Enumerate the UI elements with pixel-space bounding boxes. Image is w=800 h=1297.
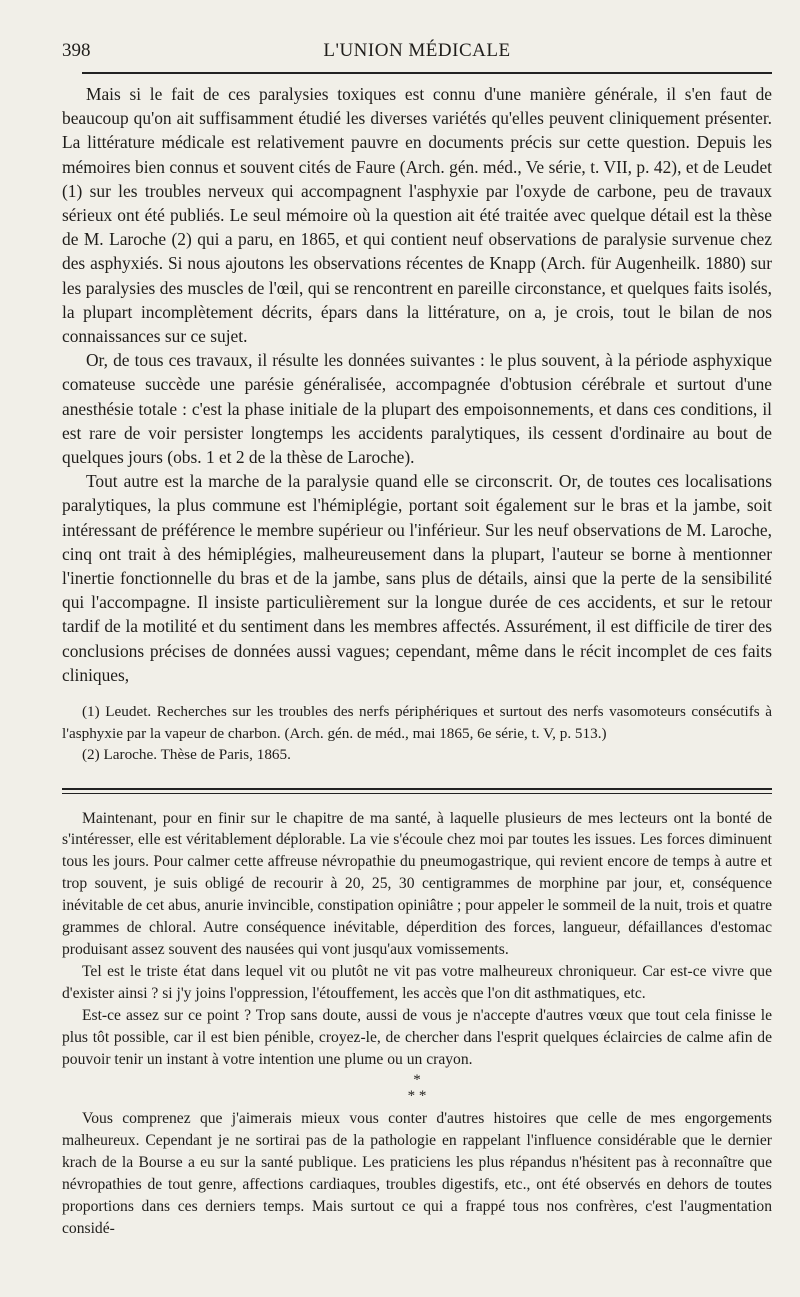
page-header: [62, 40, 772, 68]
page-number: 398: [62, 40, 91, 61]
feuilleton-paragraph: Tel est le triste état dans lequel vit ou plutôt ne vit pas votre malheureux chroniqueur. Car est-ce vivre que d'exister ainsi ? si j'y joins l'oppression, l'étouffement, les accès que l'on dit asthmatiques, etc.: [62, 962, 772, 1002]
section-divider: [62, 788, 772, 794]
main-article: [62, 82, 772, 687]
running-title: L'UNION MÉDICALE: [323, 40, 511, 61]
feuilleton-column: [62, 808, 772, 1240]
article-paragraph: Mais si le fait de ces paralysies toxiques est connu d'une manière générale, il s'en faut de beaucoup qu'on ait suffisamment étudié les diverses variétés qu'elles peuvent cliniquement présenter. La littérature médicale est relativement pauvre en documents précis sur cette question. Depuis les mémoires bien connus et souvent cités de Faure (Arch. gén. méd., Ve série, t. VII, p. 42), et de Leudet (1) sur les troubles nerveux qui accompagnent l'asphyxie par l'oxyde de carbone, peu de travaux sérieux ont été publiés. Le seul mémoire où la question ait été traitée avec quelque détail est la thèse de M. Laroche (2) qui a paru, en 1865, et qui contient neuf observations de paralysie survenue chez des asphyxiés. Si nous ajoutons les observations récentes de Knapp (Arch. für Augenheilk. 1880) sur les paralysies des muscles de l'œil, qui se rencontrent en pareille circonstance, et quelques faits isolés, la plupart incomplètement décrits, épars dans la littérature, on a, je crois, tout le bilan de nos connaissances sur ce sujet.: [62, 84, 772, 347]
footnote: (2) Laroche. Thèse de Paris, 1865.: [82, 746, 291, 764]
footnotes: [62, 701, 772, 766]
asterism-separator: [62, 1072, 772, 1104]
article-paragraph: Or, de tous ces travaux, il résulte les données suivantes : le plus souvent, à la période asphyxique comateuse succède une parésie généralisée, accompagnée d'obtusion cérébrale et surtout d'une anesthésie totale : c'est la phase initiale de la plupart des empoisonnements, et dans ces conditions, il est rare de voir persister longtemps les accidents paralytiques, ils cessent d'ordinaire au bout de quelques jours (obs. 1 et 2 de la thèse de Laroche).: [62, 350, 772, 468]
header-rule: [82, 72, 772, 74]
feuilleton-paragraph: Est-ce assez sur ce point ? Trop sans doute, aussi de vous je n'accepte d'autres vœux que tout cela finisse le plus tôt possible, car il est bien pénible, croyez-le, de chercher dans l'esprit quelques éclaircies de calme afin de pouvoir tenir un instant à votre intention une plume ou un crayon.: [62, 1006, 772, 1068]
footnote: (1) Leudet. Recherches sur les troubles des nerfs périphériques et surtout des nerfs vasomoteurs consécutifs à l'asphyxie par la vapeur de charbon. (Arch. gén. de méd., mai 1865, 6e série, t. V, p. 513.): [62, 703, 772, 742]
article-paragraph: Tout autre est la marche de la paralysie quand elle se circonscrit. Or, de toutes ces localisations paralytiques, la plus commune est l'hémiplégie, portant soit également sur le bras et la jambe, soit intéressant de préférence le membre supérieur ou l'inférieur. Sur les neuf observations de M. Laroche, cinq ont trait à des hémiplégies, malheureusement dans la plupart, l'auteur se borne à mentionner l'inertie fonctionnelle du bras et de la jambe, sans plus de détails, ainsi que la perte de la sensibilité qui l'accompagne. Il insiste particulièrement sur la longue durée de ces accidents, et sur le retour tardif de la motilité et du sentiment dans les membres affectés. Assurément, il est difficile de tirer des conclusions précises de données aussi vagues; cependant, même dans le récit incomplet de ces faits cliniques,: [62, 471, 772, 685]
asterism-bottom: * *: [407, 1088, 427, 1105]
asterism-top: *: [413, 1072, 421, 1089]
feuilleton-paragraph: Maintenant, pour en finir sur le chapitre de ma santé, à laquelle plusieurs de mes lecteurs ont la bonté de s'intéresser, elle est véritablement déplorable. La vie s'écoule chez moi par toutes les issues. Les forces diminuent tous les jours. Pour calmer cette affreuse névropathie du pneumogastrique, qui revient encore de temps à autre et trop souvent, je suis obligé de recourir à 20, 25, 30 centigrammes de morphine par jour, et, conséquence inévitable de cet abus, anurie invincible, constipation opiniâtre ; pour appeler le sommeil de la nuit, trois et quatre grammes de chloral. Autre conséquence inévitable, déperdition des forces, langueur, défaillances d'estomac produisant assez souvent des nausées qui vont jusqu'aux vomissements.: [62, 809, 772, 959]
feuilleton-paragraph: Vous comprenez que j'aimerais mieux vous conter d'autres histoires que celle de mes engorgements malheureux. Cependant je ne sortirai pas de la pathologie en rappelant l'influence considérable que le dernier krach de la Bourse a eu sur la santé publique. Les praticiens les plus répandus n'hésitent pas à reconnaître que névropathies de tout genre, affections cardiaques, troubles digestifs, etc., ont été observés en dehors de toutes proportions dans ces derniers temps. Mais surtout ce qui a frappé tous nos confrères, c'est l'augmentation considé-: [62, 1110, 772, 1237]
